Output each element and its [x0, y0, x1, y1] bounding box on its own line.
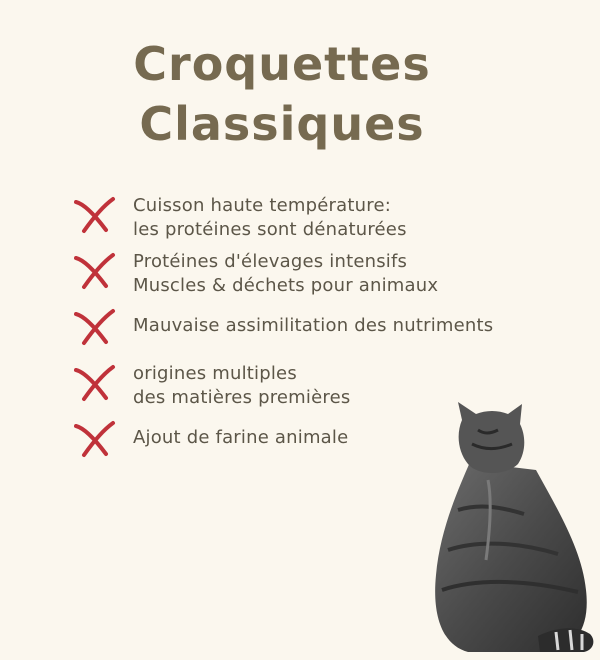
list-item-line-2: des matières premières — [133, 387, 351, 408]
list-item-line-1: origines multiples — [133, 363, 297, 384]
list-item-text — [133, 314, 593, 338]
list-item-line-1: Cuisson haute température: — [133, 195, 391, 216]
list-item-line-2: les protéines sont dénaturées — [133, 219, 407, 240]
list-item-line-1: Ajout de farine animale — [133, 427, 349, 448]
cross-mark-icon — [72, 194, 118, 234]
list-item-line-2: Muscles & déchets pour animaux — [133, 275, 439, 296]
list-item-text — [133, 250, 593, 298]
list-item-text — [133, 194, 593, 242]
list-item-line-1: Mauvaise assimilitation des nutriments — [133, 315, 494, 336]
list-item-line-1: Protéines d'élevages intensifs — [133, 251, 408, 272]
cross-mark-icon — [72, 306, 118, 346]
cross-mark-icon — [72, 362, 118, 402]
cross-mark-icon — [72, 250, 118, 290]
page-title — [0, 34, 564, 154]
cat-illustration — [428, 400, 598, 658]
title-line-1: Croquettes — [133, 37, 431, 91]
title-line-2: Classiques — [139, 97, 425, 151]
cross-mark-icon — [72, 418, 118, 458]
